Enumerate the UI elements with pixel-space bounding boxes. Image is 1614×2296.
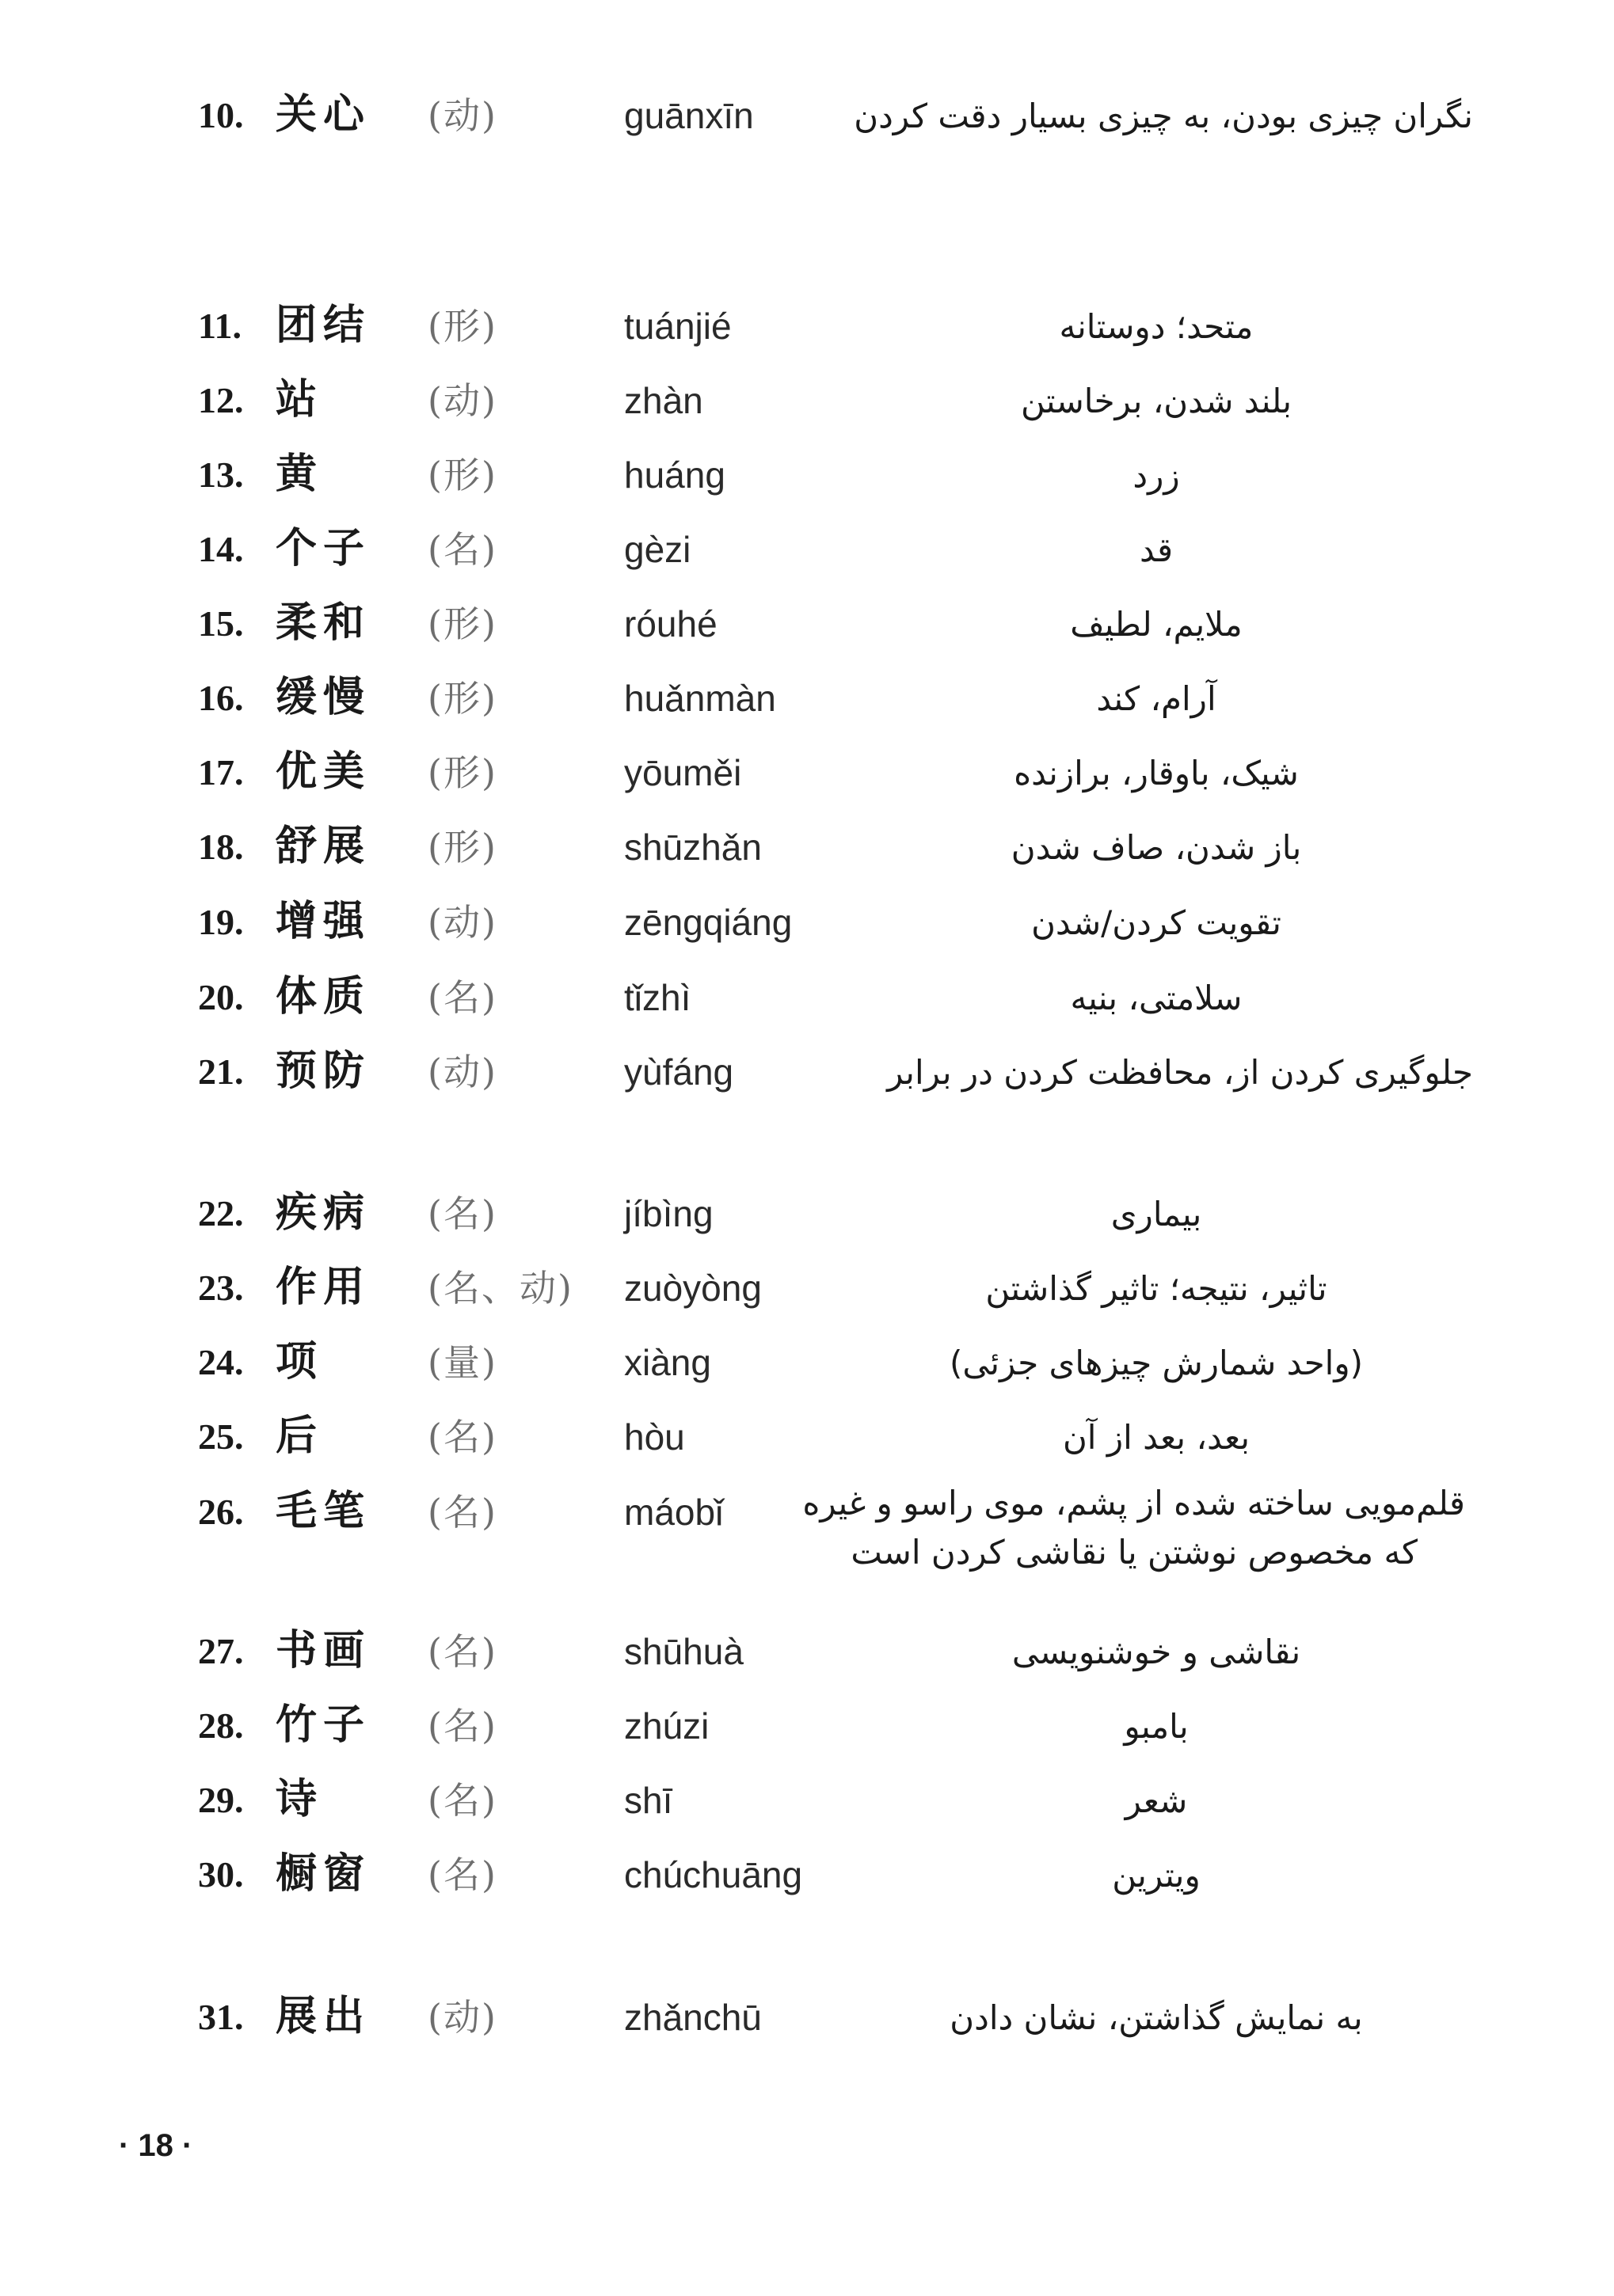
entry-meaning: به نمایش گذاشتن، نشان دادن — [950, 1998, 1363, 2037]
entry-part-of-speech: (名) — [428, 1192, 497, 1235]
entry-part-of-speech: (形) — [428, 305, 497, 348]
entry-pinyin: zuòyòng — [624, 1268, 762, 1309]
entry-pinyin: yōuměi — [624, 752, 742, 793]
vocab-entry-24 — [0, 1339, 1614, 1410]
vocab-entry-17 — [0, 749, 1614, 820]
entry-pinyin: yùfáng — [624, 1051, 734, 1093]
entry-part-of-speech: (名) — [428, 1853, 497, 1896]
page-number: · 18 · — [119, 2128, 193, 2163]
entry-hanzi: 竹子 — [276, 1701, 371, 1749]
entry-part-of-speech: (动) — [428, 1996, 497, 2039]
entry-part-of-speech: (形) — [428, 677, 497, 720]
entry-pinyin: zhúzi — [624, 1705, 710, 1747]
vocab-entry-20 — [0, 974, 1614, 1045]
entry-pinyin: zēngqiáng — [624, 902, 793, 943]
entry-number: 22. — [198, 1193, 244, 1234]
vocab-entry-15 — [0, 600, 1614, 671]
vocab-entry-22 — [0, 1190, 1614, 1261]
entry-number: 25. — [198, 1416, 244, 1457]
entry-part-of-speech: (量) — [428, 1341, 497, 1384]
entry-meaning: بیماری — [1110, 1195, 1202, 1234]
entry-pinyin: chúchuāng — [624, 1854, 803, 1895]
entry-number: 15. — [198, 603, 244, 644]
entry-meaning: شیک، باوقار، برازنده — [1014, 754, 1299, 793]
vocab-entry-31 — [0, 1994, 1614, 2065]
vocab-entry-21 — [0, 1048, 1614, 1119]
vocab-entry-19 — [0, 899, 1614, 970]
entry-hanzi: 毛笔 — [276, 1487, 371, 1535]
entry-pinyin: shūhuà — [624, 1631, 744, 1672]
entry-hanzi: 书画 — [276, 1626, 371, 1674]
entry-number: 14. — [198, 529, 244, 569]
entry-hanzi: 站 — [276, 375, 324, 424]
entry-pinyin: shūzhǎn — [624, 827, 762, 868]
entry-part-of-speech: (名) — [428, 1779, 497, 1822]
entry-meaning: بعد، بعد از آن — [1062, 1418, 1250, 1457]
entry-pinyin: jíbìng — [624, 1193, 714, 1234]
entry-hanzi: 优美 — [276, 747, 371, 796]
entry-hanzi: 预防 — [276, 1047, 371, 1095]
entry-meaning: جلوگیری کردن از، محافظت کردن در برابر — [887, 1053, 1473, 1092]
entry-hanzi: 疾病 — [276, 1188, 371, 1237]
vocab-entry-23 — [0, 1264, 1614, 1336]
entry-part-of-speech: (动) — [428, 1051, 497, 1093]
entry-number: 12. — [198, 380, 244, 420]
entry-pinyin: guānxīn — [624, 95, 754, 136]
entry-meaning: بلند شدن، برخاستن — [1020, 382, 1292, 420]
entry-part-of-speech: (动) — [428, 94, 497, 137]
entry-meaning: زرد — [1132, 456, 1180, 495]
entry-hanzi: 后 — [276, 1412, 324, 1460]
entry-number: 26. — [198, 1492, 244, 1532]
entry-part-of-speech: (名) — [428, 1416, 497, 1458]
entry-pinyin: zhǎnchū — [624, 1997, 762, 2038]
vocab-entry-18 — [0, 823, 1614, 895]
entry-hanzi: 增强 — [276, 897, 371, 945]
entry-hanzi: 团结 — [276, 301, 371, 349]
entry-number: 28. — [198, 1705, 244, 1746]
entry-hanzi: 舒展 — [276, 822, 371, 870]
entry-meaning: تقویت کردن/شدن — [1031, 903, 1281, 942]
entry-number: 16. — [198, 678, 244, 718]
entry-meaning: باز شدن، صاف شدن — [1011, 828, 1302, 867]
entry-part-of-speech: (形) — [428, 751, 497, 794]
entry-meaning: آرام، کند — [1096, 679, 1216, 718]
entry-meaning: (واحد شمارش چیزهای جزئی) — [949, 1344, 1364, 1382]
entry-number: 23. — [198, 1268, 244, 1308]
entry-number: 10. — [198, 95, 244, 135]
entry-pinyin: huǎnmàn — [624, 678, 776, 719]
entry-pinyin: róuhé — [624, 603, 718, 644]
entry-hanzi: 缓慢 — [276, 673, 371, 721]
vocab-entry-16 — [0, 675, 1614, 746]
entry-hanzi: 柔和 — [276, 599, 371, 647]
entry-pinyin: zhàn — [624, 380, 703, 421]
entry-meaning: ملایم، لطیف — [1070, 605, 1243, 644]
entry-pinyin: gèzi — [624, 529, 691, 570]
entry-number: 20. — [198, 977, 244, 1017]
entry-number: 30. — [198, 1854, 244, 1895]
entry-number: 24. — [198, 1342, 244, 1382]
entry-meaning: نقاشی و خوشنویسی — [1011, 1633, 1301, 1671]
entry-part-of-speech: (名) — [428, 1705, 497, 1747]
entry-hanzi: 诗 — [276, 1775, 324, 1823]
entry-part-of-speech: (名) — [428, 528, 497, 571]
entry-meaning: شعر — [1125, 1781, 1188, 1820]
entry-hanzi: 作用 — [276, 1263, 371, 1311]
entry-meaning: قلم‌مویی ساخته شده از پشم، موی راسو و غیره — [802, 1484, 1465, 1522]
entry-hanzi: 橱窗 — [276, 1849, 371, 1898]
entry-pinyin: hòu — [624, 1416, 685, 1458]
entry-pinyin: huáng — [624, 454, 725, 496]
entry-hanzi: 关心 — [276, 90, 371, 139]
vocab-entry-12 — [0, 377, 1614, 448]
entry-hanzi: 个子 — [276, 524, 371, 572]
entry-part-of-speech: (形) — [428, 826, 497, 869]
vocab-entry-28 — [0, 1702, 1614, 1773]
entry-pinyin: shī — [624, 1780, 673, 1821]
entry-meaning: قد — [1139, 530, 1174, 569]
entry-number: 13. — [198, 454, 244, 495]
entry-meaning-line-2: که مخصوص نوشتن یا نقاشی کردن است — [851, 1533, 1418, 1572]
entry-meaning: سلامتی، بنیه — [1070, 979, 1243, 1017]
entry-part-of-speech: (名) — [428, 1630, 497, 1673]
entry-meaning: ویترین — [1112, 1856, 1201, 1895]
entry-part-of-speech: (名) — [428, 1491, 497, 1534]
entry-part-of-speech: (名、动) — [428, 1267, 573, 1310]
entry-meaning: تاثیر، نتیجه؛ تاثیر گذاشتن — [985, 1269, 1327, 1308]
entry-part-of-speech: (形) — [428, 454, 497, 496]
vocab-entry-27 — [0, 1628, 1614, 1699]
entry-number: 21. — [198, 1051, 244, 1092]
entry-pinyin: xiàng — [624, 1342, 711, 1383]
entry-number: 19. — [198, 902, 244, 942]
vocab-entry-25 — [0, 1413, 1614, 1484]
entry-hanzi: 展出 — [276, 1992, 371, 2040]
entry-part-of-speech: (动) — [428, 901, 497, 944]
entry-number: 11. — [198, 306, 242, 346]
entry-number: 29. — [198, 1780, 244, 1820]
entry-number: 17. — [198, 752, 244, 793]
vocab-entry-26 — [0, 1484, 1614, 1599]
entry-meaning: بامبو — [1124, 1707, 1189, 1746]
entry-number: 27. — [198, 1631, 244, 1671]
entry-number: 31. — [198, 1997, 244, 2037]
entry-part-of-speech: (动) — [428, 379, 497, 422]
entry-pinyin: tǐzhì — [624, 977, 691, 1018]
vocab-entry-10 — [0, 92, 1614, 163]
vocab-entry-29 — [0, 1777, 1614, 1848]
entry-part-of-speech: (名) — [428, 976, 497, 1019]
entry-number: 18. — [198, 827, 244, 867]
vocab-entry-13 — [0, 451, 1614, 523]
entry-hanzi: 项 — [276, 1337, 324, 1386]
entry-meaning: متحد؛ دوستانه — [1059, 307, 1254, 346]
entry-part-of-speech: (形) — [428, 603, 497, 645]
entry-pinyin: tuánjié — [624, 306, 732, 347]
entry-meaning: نگران چیزی بودن، به چیزی بسیار دقت کردن — [854, 97, 1473, 135]
entry-hanzi: 体质 — [276, 972, 371, 1021]
entry-hanzi: 黄 — [276, 450, 324, 498]
vocab-entry-30 — [0, 1851, 1614, 1922]
vocab-entry-14 — [0, 526, 1614, 597]
vocab-entry-11 — [0, 302, 1614, 374]
entry-pinyin: máobǐ — [624, 1492, 724, 1533]
